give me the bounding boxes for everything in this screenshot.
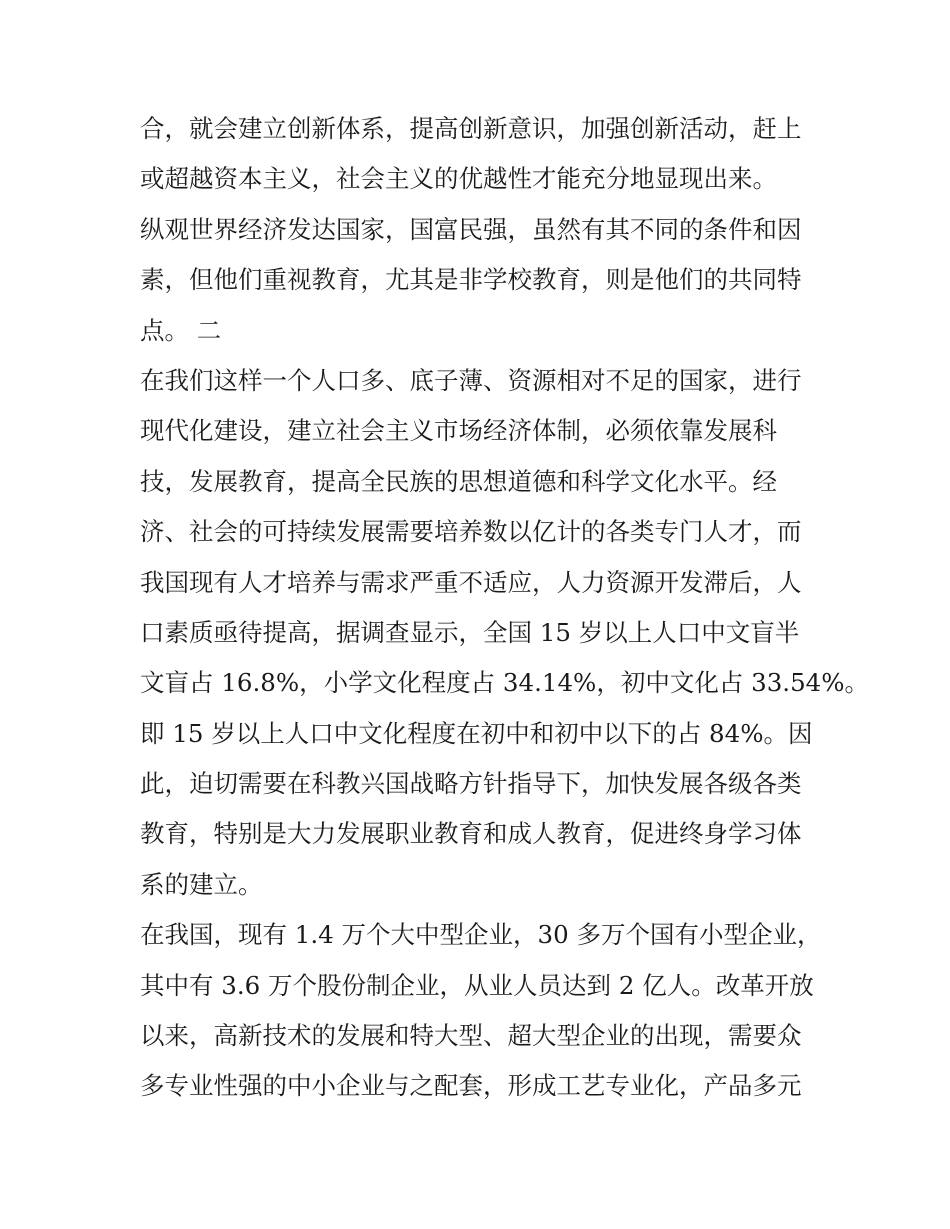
body-text bbox=[140, 104, 870, 1112]
text-line: 多专业性强的中小企业与之配套，形成工艺专业化，产品多元 bbox=[140, 1071, 802, 1101]
text-line: 在我们这样一个人口多、底子薄、资源相对不足的国家，进行 bbox=[140, 365, 802, 395]
text-line: 文盲占 16.8%，小学文化程度占 34.14%，初中文化占 33.54%。 bbox=[140, 668, 870, 698]
text-line: 技，发展教育，提高全民族的思想道德和科学文化水平。经 bbox=[140, 466, 777, 496]
text-line: 教育，特别是大力发展职业教育和成人教育，促进终身学习体 bbox=[140, 819, 802, 849]
text-line: 其中有 3.6 万个股份制企业，从业人员达到 2 亿人。改革开放 bbox=[140, 970, 814, 1000]
text-line: 纵观世界经济发达国家，国富民强，虽然有其不同的条件和因 bbox=[140, 214, 802, 244]
text-line: 济、社会的可持续发展需要培养数以亿计的各类专门人才，而 bbox=[140, 517, 802, 547]
text-line: 合，就会建立创新体系，提高创新意识，加强创新活动，赶上 bbox=[140, 114, 802, 143]
text-line: 或超越资本主义，社会主义的优越性才能充分地显现出来。 bbox=[140, 164, 777, 194]
text-line: 即 15 岁以上人口中文化程度在初中和初中以下的占 84%。因 bbox=[140, 718, 813, 748]
text-line: 以来，高新技术的发展和特大型、超大型企业的出现，需要众 bbox=[140, 1021, 802, 1051]
text-line: 素，但他们重视教育，尤其是非学校教育，则是他们的共同特 bbox=[140, 265, 802, 295]
text-line: 点。 二 bbox=[140, 315, 222, 345]
text-line: 系的建立。 bbox=[140, 869, 263, 899]
text-line: 现代化建设，建立社会主义市场经济体制，必须依靠发展科 bbox=[140, 416, 777, 446]
text-line: 此，迫切需要在科教兴国战略方针指导下，加快发展各级各类 bbox=[140, 769, 802, 799]
text-line: 在我国，现有 1.4 万个大中型企业，30 多万个国有小型企业， bbox=[140, 920, 822, 950]
text-line: 我国现有人才培养与需求严重不适应，人力资源开发滞后，人 bbox=[140, 567, 802, 597]
text-line: 口素质亟待提高，据调查显示，全国 15 岁以上人口中文盲半 bbox=[140, 617, 800, 647]
